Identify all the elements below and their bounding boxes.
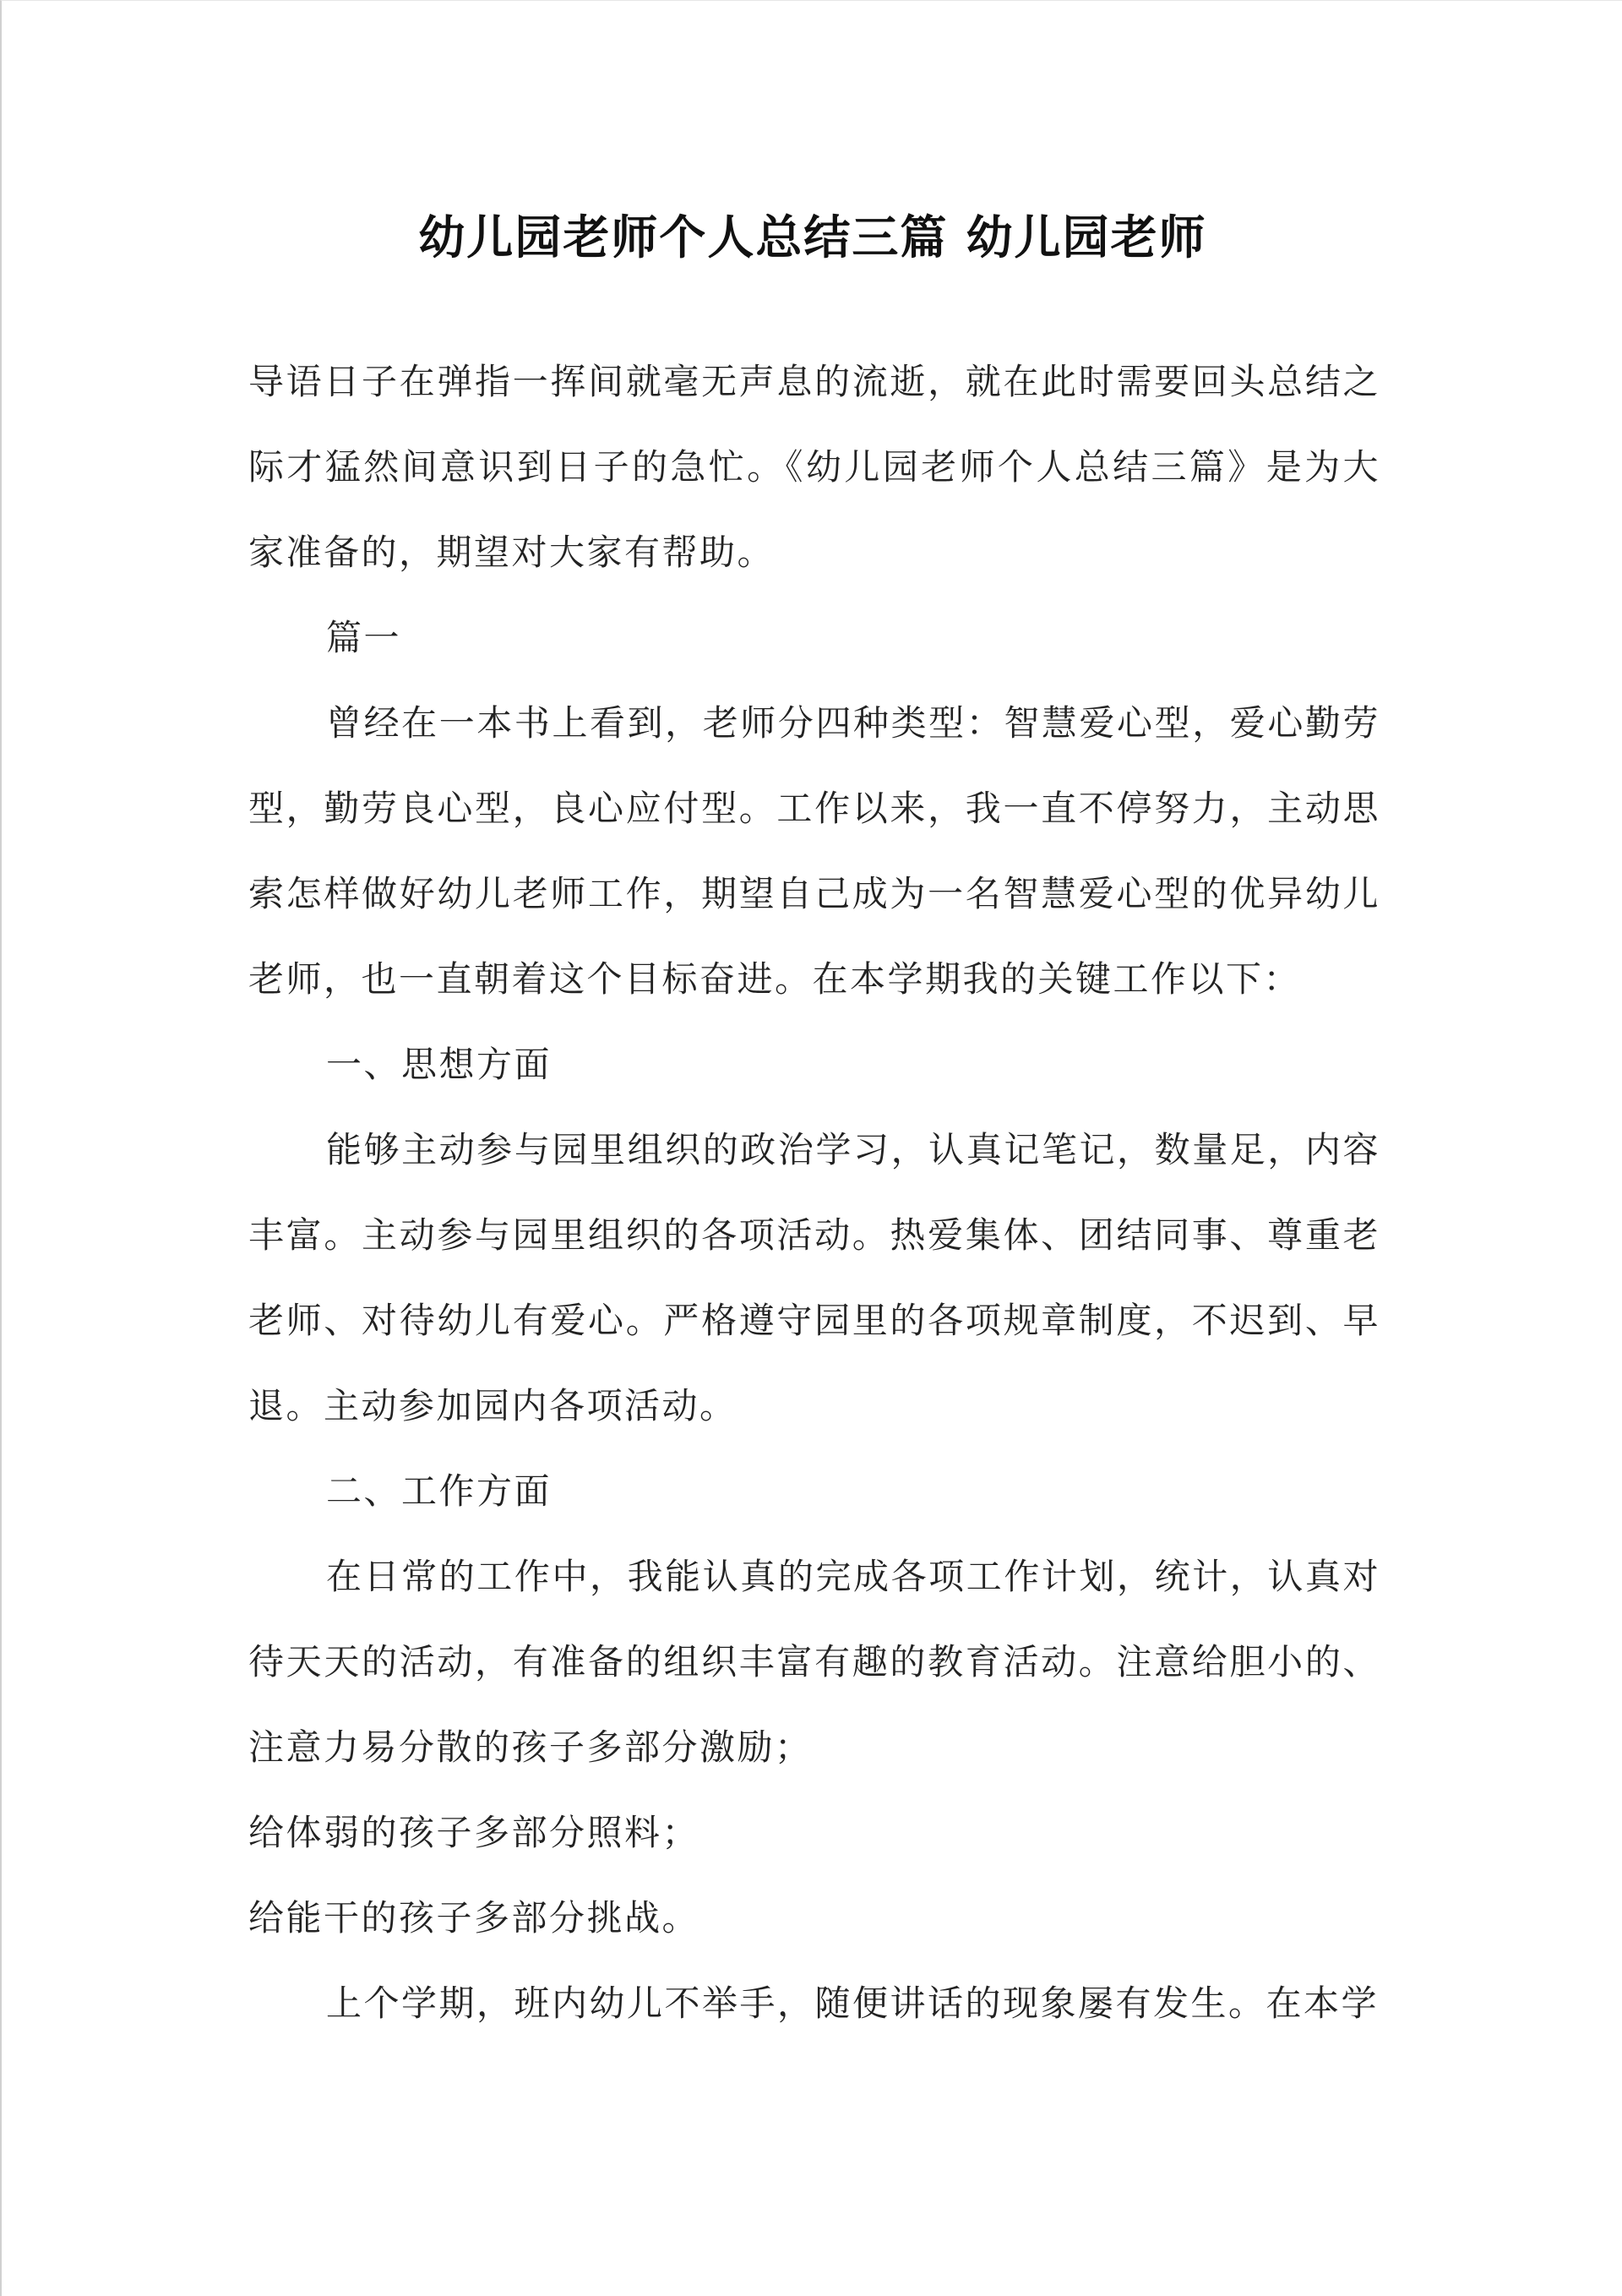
section-heading-work: 二、工作方面 [326,1470,552,1512]
section-heading-part-one: 篇一 [326,617,402,658]
paragraph-intro: 导语日子在弹指一挥间就毫无声息的流逝，就在此时需要回头总结之际才猛然间意识到日子的急忙。《幼儿园老师个人总结三篇》是为大家准备的，期望对大家有帮助。 [248,361,1380,573]
section-heading-thought: 一、思想方面 [326,1044,552,1085]
paragraph-work: 在日常的工作中，我能认真的完成各项工作计划，统计，认真对待天天的活动，有准备的组织丰富有趣的教育活动。注意给胆小的、注意力易分散的孩子多部分激励； [248,1556,1380,1768]
paragraph-care-weak: 给体弱的孩子多部分照料； [248,1812,700,1853]
paragraph-thought: 能够主动参与园里组织的政治学习，认真记笔记，数量足，内容丰富。主动参与园里组织的各项活动。热爱集体、团结同事、尊重老老师、对待幼儿有爱心。严格遵守园里的各项规章制度，不迟到、早退。主动参加园内各项活动。 [248,1129,1380,1426]
document-title: 幼儿园老师个人总结三篇 幼儿园老师 [418,210,1207,265]
paragraph-teacher-types: 曾经在一本书上看到，老师分四种类型：智慧爱心型，爱心勤劳型，勤劳良心型，良心应付型。工作以来，我一直不停努力，主动思索怎样做好幼儿老师工作，期望自己成为一名智慧爱心型的优异幼儿老师，也一直朝着这个目标奋进。在本学期我的关键工作以下： [248,702,1380,1000]
paragraph-challenge: 给能干的孩子多部分挑战。 [248,1897,700,1939]
paragraph-last-semester: 上个学期，班内幼儿不举手，随便讲话的现象屡有发生。在本学 [326,1982,1380,2024]
document-body [248,339,1380,2046]
